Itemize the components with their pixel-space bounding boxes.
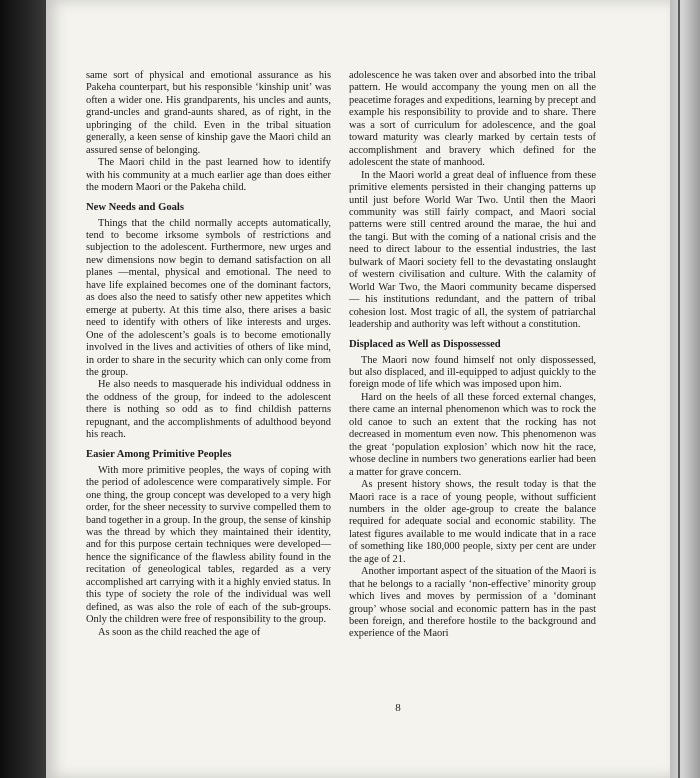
section-heading: Easier Among Primitive Peoples xyxy=(86,448,232,460)
paragraph: He also needs to masquerade his individual oddness in the oddness of the group, for indeed to the adolescent there is nothing so odd as to find childish patterns repugnant, and the accomplishments of adulthood beyond his reach. xyxy=(86,379,331,441)
paragraph: In the Maori world a great deal of influence from these primitive elements persisted in their changing patterns up until just before World War Two. Until then the Maori community was still fairly compact, and Maori social patterns were still centred around the marae, the hui and the tangi. But with the coming of a national crisis and the need to direct labour to the essential industries, the last bulwark of Maori society fell to the devastating onslaught of western civilisation and culture. With the calamity of World War Two, the Maori community became dispersed — his institutions redundant, and the pattern of tribal cohesion lost. Most tragic of all, the system of patriarchal leadership and authority was left without a constitution. xyxy=(349,169,596,331)
paragraph: As soon as the child reached the age of xyxy=(98,626,261,638)
scan-left-edge xyxy=(0,0,46,778)
left-column xyxy=(86,70,331,639)
paragraph: With more primitive peoples, the ways of coping with the period of adolescence were comparatively simple. For one thing, the group concept was developed to a very high order, for the sheer necessity to survive compelled them to band together in a group. In the group, the sense of kinship was the thread by which they maintained their identity, and for this purpose certain techniques were developed—hence the significance of the flawless ability found in the recitation of geneological tables, regarded as a very accomplished art carrying with it a highly envied status. In this type of society the role of the individual was well defined, as was also the role of each of the sub-groups. Only the children were free of responsibility to the group. xyxy=(86,464,331,626)
section-heading: New Needs and Goals xyxy=(86,201,184,213)
paragraph: As present history shows, the result today is that the Maori race is a race of young people, without sufficient numbers in the older age-group to create the balance required for adequate social and economic stability. The latest figures available to me would indicate that in a race of something like 180,000 people, sixty per cent are under the age of 21. xyxy=(349,479,596,565)
paragraph: same sort of physical and emotional assurance as his Pakeha counterpart, but his responsible ‘kinship unit’ was often a wider one. His grandparents, his uncles and aunts, grand-uncles and grand-aunts shared, as of right, in the upbringing of the child. Even in the tribal situation generally, a keen sense of kinship gave the Maori child an assured sense of belonging. xyxy=(86,70,331,156)
section-heading: Displaced as Well as Dispossessed xyxy=(349,338,501,350)
paragraph: adolescence he was taken over and absorbed into the tribal pattern. He would accompany the young men on all the peacetime forages and expeditions, learning by precept and example his responsibility to provide and to share. There was a sort of curriculum for adolescence, and the goal toward maturity was clearly marked by certain tests of accomplishment and bravery which defined for the adolescent the state of manhood. xyxy=(349,70,596,169)
facing-page-edge xyxy=(678,0,680,778)
scan-right-edge xyxy=(670,0,700,778)
right-column xyxy=(349,70,596,641)
page-number: 8 xyxy=(395,702,401,714)
paragraph: Another important aspect of the situation of the Maori is that he belongs to a racially ‘non-effective’ minority group which lives and moves by permission of a ‘dominant group’ whose social and economic pattern has in the past been foreign, and therefore hostile to the background and experience of the Maori xyxy=(349,566,596,640)
paragraph: The Maori now found himself not only dispossessed, but also displaced, and ill-equipped to adjust quickly to the foreign mode of life which was imposed upon him. xyxy=(349,354,596,391)
paragraph: The Maori child in the past learned how to identify with his community at a much earlier age than does either the modern Maori or the Pakeha child. xyxy=(86,157,331,194)
paragraph: Things that the child normally accepts automatically, tend to become irksome symbols of restrictions and subjection to the adolescent. Furthermore, new urges and new dimensions now begin to demand satisfaction on all planes —mental, physical and emotional. The need to have life explained becomes one of the dominant factors, as does also the need to satisfy other new appetites which emerge at puberty. At this time also, there arises a basic need to identify with others of like interests and urges. One of the adolescent’s goals is to become emotionally involved in the lives and activities of others of like mind, in order to share in the security which can only come from the group. xyxy=(86,217,331,378)
paragraph: Hard on the heels of all these forced external changes, there came an internal phenomenon which was to rock the old canoe to such an extent that the rocking has not decreased in momentum even now. This phenomenon was the great ‘population explosion’ which now hit the race, whose decline in numbers two generations earlier had been a matter for grave concern. xyxy=(349,391,596,478)
